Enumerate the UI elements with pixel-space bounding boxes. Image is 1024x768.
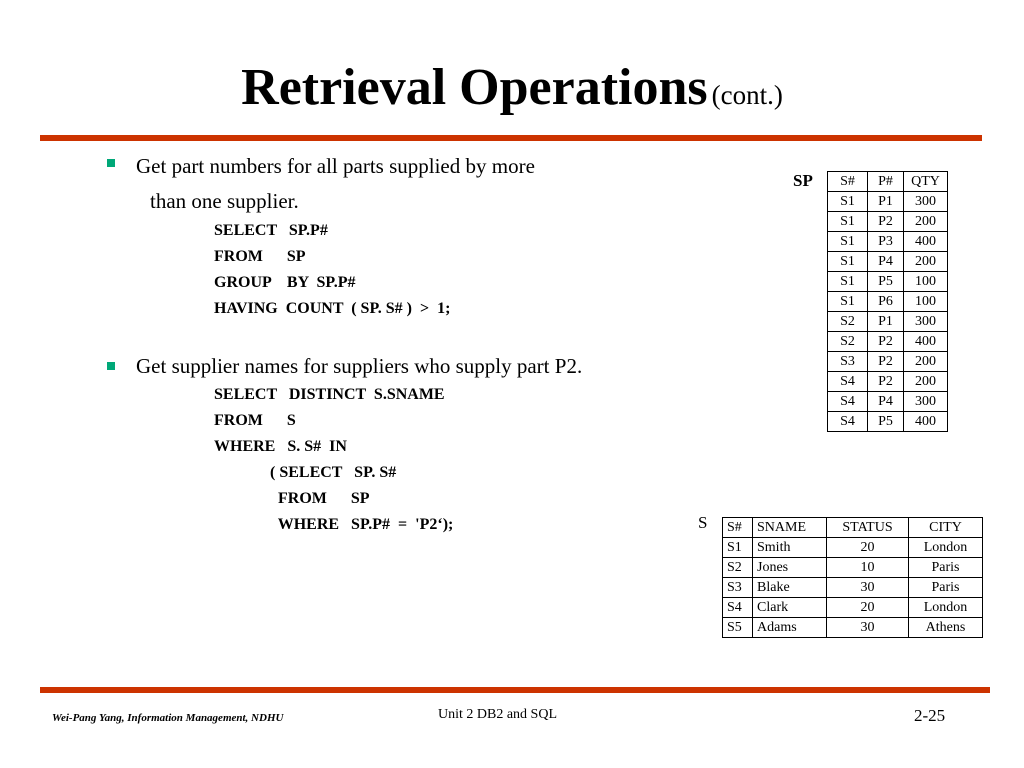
sql-line: ( SELECT SP. S# [214,464,397,481]
footer-author: Wei-Pang Yang, Information Management, NDHU [52,712,284,724]
bottom-rule [40,687,990,693]
table-cell: S2 [828,332,868,352]
table-cell: S1 [723,538,753,558]
sql-query-1 [214,218,450,322]
table-cell: P5 [868,412,904,432]
table-cell: P2 [868,352,904,372]
table-cell: 20 [827,538,909,558]
table-header-cell: STATUS [827,518,909,538]
table-row [828,372,948,392]
table-cell: 30 [827,618,909,638]
table-cell: 30 [827,578,909,598]
table-header-cell: SNAME [753,518,827,538]
table-cell: S3 [828,352,868,372]
table-header-cell: S# [723,518,753,538]
table-cell: 300 [904,192,948,212]
table-row [828,392,948,412]
table-cell: Jones [753,558,827,578]
slide-title-sub: (cont.) [711,80,783,110]
sql-line: SELECT SP.P# [214,222,328,239]
bullet-1-line-1: Get part numbers for all parts supplied by more [136,154,535,178]
table-cell: P1 [868,192,904,212]
sp-table [827,171,948,432]
table-row [723,618,983,638]
table-cell: S4 [723,598,753,618]
sql-line: GROUP BY SP.P# [214,274,356,291]
table-row [828,332,948,352]
table-row [828,352,948,372]
table-cell: S2 [828,312,868,332]
table-cell: S1 [828,212,868,232]
table-cell: 20 [827,598,909,618]
table-row [828,292,948,312]
sql-line: FROM SP [214,248,306,265]
table-row [828,272,948,292]
square-bullet-icon [107,159,115,167]
sql-line: WHERE SP.P# = 'P2‘); [214,516,454,533]
table-cell: S1 [828,232,868,252]
table-cell: 300 [904,392,948,412]
table-cell: 400 [904,232,948,252]
table-cell: 200 [904,372,948,392]
sql-line: HAVING COUNT ( SP. S# ) > 1; [214,300,451,317]
table-cell: London [909,538,983,558]
table-header-cell: CITY [909,518,983,538]
table-row [828,192,948,212]
table-row [828,212,948,232]
table-cell: S1 [828,272,868,292]
table-row [723,558,983,578]
table-cell: 100 [904,272,948,292]
table-cell: P2 [868,372,904,392]
table-cell: 200 [904,212,948,232]
sql-line: FROM SP [214,490,370,507]
sp-table-label: SP [793,171,813,190]
table-header-cell: QTY [904,172,948,192]
table-cell: S4 [828,392,868,412]
table-cell: S4 [828,372,868,392]
table-cell: P2 [868,212,904,232]
table-row [828,312,948,332]
table-cell: P2 [868,332,904,352]
square-bullet-icon [107,362,115,370]
table-cell: Smith [753,538,827,558]
sql-line: FROM S [214,412,296,429]
table-header-row [828,172,948,192]
slide-title-main: Retrieval Operations [241,59,708,116]
table-cell: P4 [868,392,904,412]
table-cell: S5 [723,618,753,638]
bullet-1-line-2: than one supplier. [150,189,299,213]
table-cell: 200 [904,352,948,372]
s-table-label: S [698,513,708,532]
sql-query-2 [214,382,453,538]
table-cell: 400 [904,412,948,432]
table-cell: S1 [828,252,868,272]
sql-line: SELECT DISTINCT S.SNAME [214,386,445,403]
table-cell: S1 [828,192,868,212]
table-header-cell: S# [828,172,868,192]
table-row [723,598,983,618]
table-cell: Adams [753,618,827,638]
table-cell: P4 [868,252,904,272]
footer-unit: Unit 2 DB2 and SQL [438,707,557,722]
table-row [828,232,948,252]
table-cell: P6 [868,292,904,312]
table-cell: S1 [828,292,868,312]
table-cell: 300 [904,312,948,332]
footer-page-number: 2-25 [914,706,946,725]
table-cell: P3 [868,232,904,252]
table-cell: Paris [909,578,983,598]
table-cell: Clark [753,598,827,618]
table-cell: Athens [909,618,983,638]
table-cell: S4 [828,412,868,432]
table-row [723,578,983,598]
table-cell: P5 [868,272,904,292]
table-row [828,252,948,272]
table-cell: 100 [904,292,948,312]
table-cell: P1 [868,312,904,332]
table-cell: 400 [904,332,948,352]
sql-line: WHERE S. S# IN [214,438,347,455]
table-cell: London [909,598,983,618]
table-header-row [723,518,983,538]
top-rule [40,135,982,141]
table-cell: Blake [753,578,827,598]
slide-title [0,58,1024,117]
table-row [723,538,983,558]
table-cell: Paris [909,558,983,578]
s-table [722,517,983,638]
table-cell: S2 [723,558,753,578]
table-cell: S3 [723,578,753,598]
table-row [828,412,948,432]
bullet-2-line-1: Get supplier names for suppliers who supply part P2. [136,354,583,378]
table-cell: 10 [827,558,909,578]
table-header-cell: P# [868,172,904,192]
table-cell: 200 [904,252,948,272]
